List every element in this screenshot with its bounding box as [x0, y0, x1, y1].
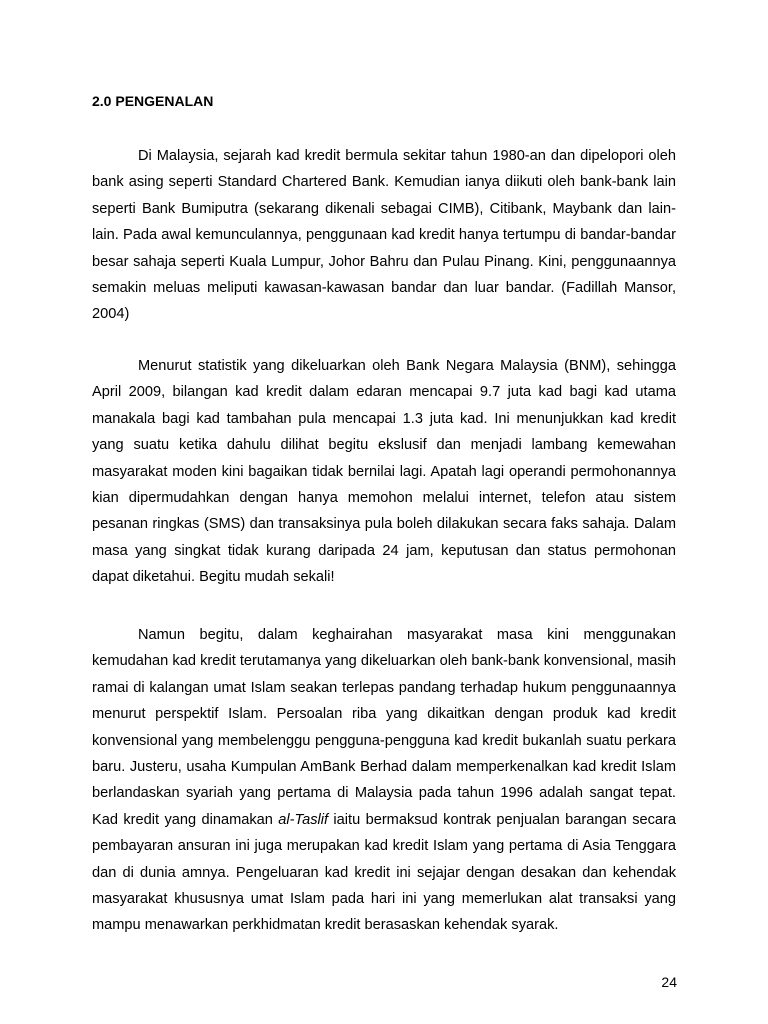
al-taslif-term: al-Taslif [278, 811, 329, 828]
paragraph-statistics: Menurut statistik yang dikeluarkan oleh Bank Negara Malaysia (BNM), sehingga April 2009, bilangan kad kredit dalam edaran mencapai 9.7 juta kad bagi kad utama manakala bagi kad tambahan pula mencapai 1.3 juta kad. Ini menunjukkan kad kredit yang suatu ketika dahulu dilihat begitu ekslusif dan menjadi lambang kemewahan masyarakat moden kini bagaikan tidak bernilai lagi. Apatah lagi operandi permohonannya kian dipermudahkan dengan hanya memohon melalui internet, telefon atau sistem pesanan ringkas (SMS) dan transaksinya pula boleh dilakukan secara faks sahaja. Dalam masa yang singkat tidak kurang daripada 24 jam, keputusan dan status permohonan dapat diketahui. Begitu mudah sekali! [92, 358, 676, 586]
paragraph-islamic-card [92, 622, 676, 939]
paragraph-islamic-card-text-start: Namun begitu, dalam keghairahan masyarakat masa kini menggunakan kemudahan kad kredit terutamanya yang dikeluarkan oleh bank-bank konvensional, masih ramai di kalangan umat Islam seakan terlepas pandang terhadap hukum penggunaannya menurut perspektif Islam. Persoalan riba yang dikaitkan dengan produk kad kredit konvensional yang membelenggu pengguna-pengguna kad kredit bukanlah suatu perkara baru. Justeru, usaha Kumpulan AmBank Berhad dalam memperkenalkan kad kredit Islam berlandaskan syariah yang pertama di Malaysia pada tahun 1996 adalah sangat tepat. Kad kredit yang dinamakan [92, 627, 676, 828]
paragraph-history: Di Malaysia, sejarah kad kredit bermula sekitar tahun 1980-an dan dipelopori oleh bank asing seperti Standard Chartered Bank. Kemudian ianya diikuti oleh bank-bank lain seperti Bank Bumiputra (sekarang dikenali sebagai CIMB), Citibank, Maybank dan lain-lain. Pada awal kemunculannya, penggunaan kad kredit hanya tertumpu di bandar-bandar besar sahaja seperti Kuala Lumpur, Johor Bahru dan Pulau Pinang. Kini, penggunaannya semakin meluas meliputi kawasan-kawasan bandar dan luar bandar. (Fadillah Mansor, 2004) [92, 148, 676, 323]
paragraph-islamic-card-text-end: iaitu bermaksud kontrak penjualan barangan secara pembayaran ansuran ini juga merupakan kad kredit Islam yang pertama di Asia Tenggara dan di dunia amnya. Pengeluaran kad kredit ini sejajar dengan desakan dan kehendak masyarakat khususnya umat Islam pada hari ini yang memerlukan alat transaksi yang mampu menawarkan perkhidmatan kredit berasaskan kehendak syarak. [92, 811, 676, 934]
section-heading: 2.0 PENGENALAN [92, 93, 214, 109]
page-number: 24 [661, 974, 677, 990]
